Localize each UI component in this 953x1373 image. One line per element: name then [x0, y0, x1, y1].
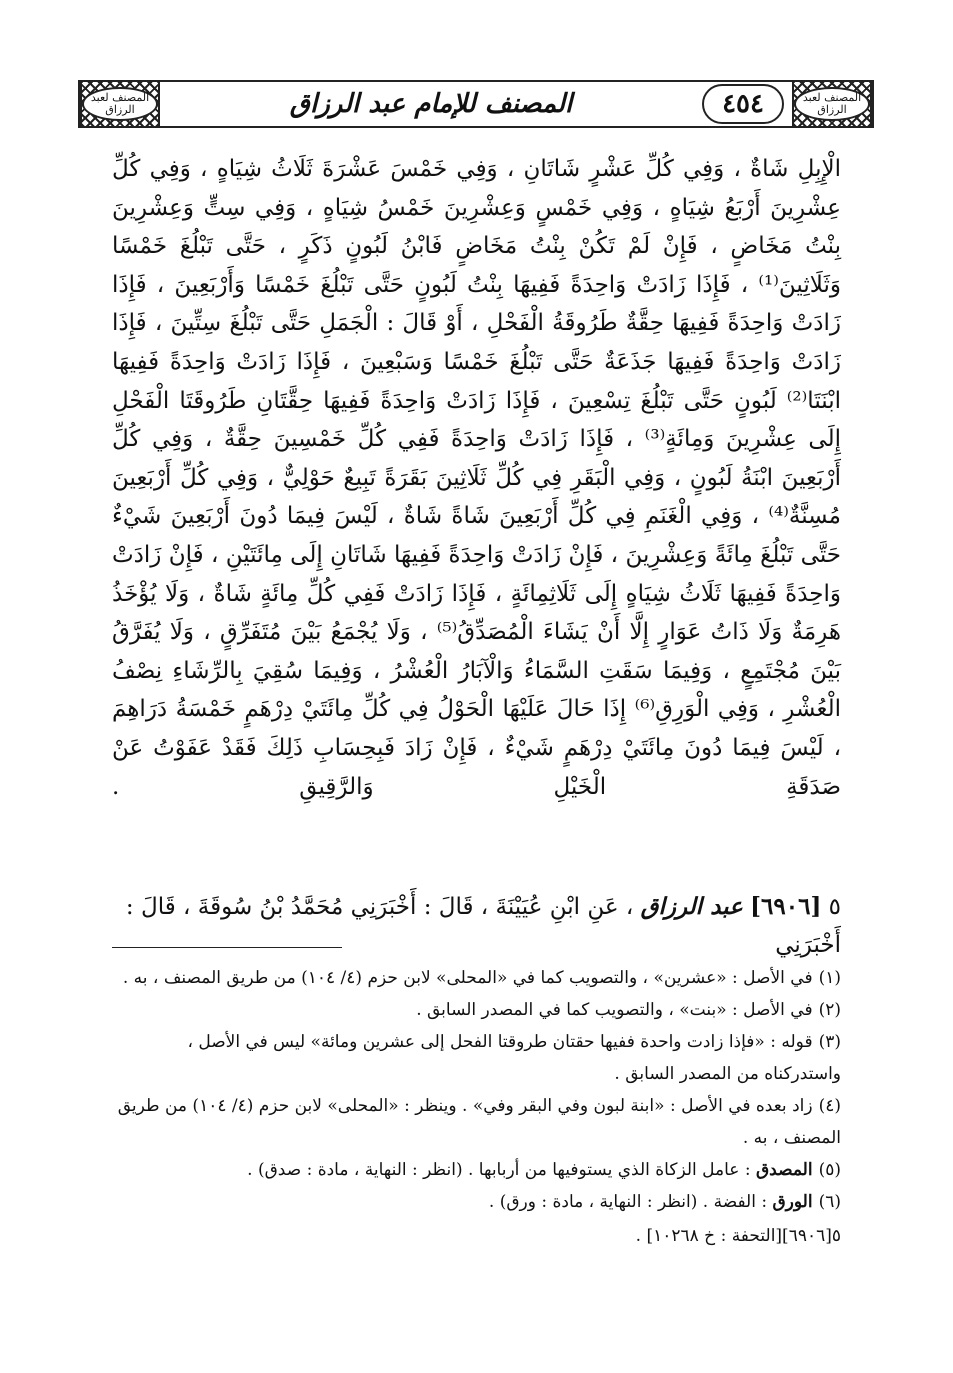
hadith-entry: [112, 888, 841, 964]
footnote: [112, 1026, 841, 1090]
entry-number: [٦٩٠٦]: [750, 893, 822, 920]
running-title: المصنف للإمام عبد الرزاق: [289, 89, 573, 119]
footnote-keyword: الورق: [772, 1192, 813, 1212]
footnote-text: قوله : «فإذا زادت واحدة ففيها حقتان طروقتا الفحل إلى عشرين ومائة» ليس في الأصل ، واستدركناه من المصدر السابق .: [187, 1032, 841, 1084]
entry-text: ، عَنِ ابْنِ عُيَيْنَةَ ، قَالَ : أَخْبَرَنِي مُحَمَّدُ بْنُ سُوقَةَ ، قَالَ : أَخْبَرَنِي: [125, 894, 841, 958]
footnote: [112, 1154, 841, 1186]
footnote-text: : عامل الزكاة الذي يستوفيها من أربابها . (انظر : النهاية ، مادة : صدق) .: [247, 1160, 751, 1180]
takhrij-text: [٦٩٠٦][التحفة : خ ١٠٢٦٨] .: [635, 1226, 832, 1246]
entry-author: عبد الرزاق: [640, 893, 743, 920]
hadith-text: [112, 150, 841, 806]
header-ornament-left: [80, 82, 160, 126]
footnote-number: (٢): [818, 1000, 841, 1020]
page-number: ٤٥٤: [702, 84, 784, 124]
takhrij-marker: ٥: [831, 1226, 841, 1246]
body-paragraph: الْإِبِلِ شَاةٌ ، وَفِي كُلِّ عَشْرٍ شَاتَانِ ، وَفِي خَمْسَ عَشْرَةَ ثَلَاثُ شِيَاهٍ ، وَفِي كُلِّ عِشْرِينَ أَرْبَعُ شِيَاهٍ ، وَفِي خَمْسٍ وَعِشْرِينَ خَمْسُ شِيَاهٍ ، وَفِي سِتٍّ وَعِشْرِينَ بِنْتُ مَخَاضٍ ، فَإِنْ لَمْ تَكُنْ بِنْتُ مَخَاضٍ فَابْنُ لَبُونٍ ذَكَرٍ ، حَتَّى تَبْلُغَ خَمْسًا وَثَلَاثِينَ⁽¹⁾ ، فَإِذَا زَادَتْ وَاحِدَةً فَفِيهَا بِنْتُ لَبُونٍ حَتَّى تَبْلُغَ خَمْسًا وَأَرْبَعِينَ ، فَإِذَا زَادَتْ وَاحِدَةً فَفِيهَا حِقَّةٌ طَرُوقَةُ الْفَحْلِ ، أَوْ قَالَ : الْجَمَلِ حَتَّى تَبْلُغَ سِتِّينَ ، فَإِذَا زَادَتْ وَاحِدَةً فَفِيهَا جَذَعَةٌ حَتَّى تَبْلُغَ خَمْسًا وَسَبْعِينَ ، فَإِذَا زَادَتْ وَاحِدَةً فَفِيهَا ابْنَتَا⁽²⁾ لَبُونٍ حَتَّى تَبْلُغَ تِسْعِينَ ، فَإِذَا زَادَتْ وَاحِدَةً فَفِيهَا حِقَّتَانِ طَرُوقَتَا الْفَحْلِ إِلَى عِشْرِينَ وَمِائَةٍ⁽³⁾ ، فَإِذَا زَادَتْ وَاحِدَةً فَفِي كُلِّ خَمْسِينَ حِقَّةٌ ، وَفِي كُلِّ أَرْبَعِينَ ابْنَةُ لَبُونٍ ، وَفِي الْبَقَرِ فِي كُلِّ ثَلَاثِينَ بَقَرَةً تَبِيعٌ حَوْلِيٌّ ، وَفِي كُلِّ أَرْبَعِينَ مُسِنَّةٌ⁽⁴⁾ ، وَفِي الْغَنَمِ فِي كُلِّ أَرْبَعِينَ شَاةً شَاةٌ ، لَيْسَ فِيمَا دُونَ أَرْبَعِينَ شَيْءٌ حَتَّى تَبْلُغَ مِائَةً وَعِشْرِينَ ، فَإِنْ زَادَتْ وَاحِدَةً فَفِيهَا شَاتَانِ إِلَى مِائَتَيْنِ ، فَإِنْ زَادَتْ وَاحِدَةً فَفِيهَا ثَلَاثُ شِيَاهٍ إِلَى ثَلَاثِمِائَةٍ ، فَإِذَا زَادَتْ فَفِي كُلِّ مِائَةٍ شَاةٌ ، وَلَا يُؤْخَذُ هَرِمَةٌ وَلَا ذَاتُ عَوَارٍ إِلَّا أَنْ يَشَاءَ الْمُصَدِّقُ⁽⁵⁾ ، وَلَا يُجْمَعُ بَيْنَ مُتَفَرِّقٍ ، وَلَا يُفَرَّقُ بَيْنَ مُجْتَمِعٍ ، وَفِيمَا سَقَتِ السَّمَاءُ وَالْآبَارُ الْعُشْرُ ، وَفِيمَا سُقِيَ بِالرِّشَاءِ نِصْفُ الْعُشْرِ ، وَفِي الْوَرِقِ⁽⁶⁾ إِذَا حَالَ عَلَيْهَا الْحَوْلُ فِي كُلِّ مِائَتَيْ دِرْهَمٍ خَمْسَةُ دَرَاهِمَ ، لَيْسَ فِيمَا دُونَ مِائَتَيْ دِرْهَمٍ شَيْءٌ ، فَإِنْ زَادَ فَبِحِسَابِ ذَلِكَ فَقَدْ عَفَوْتُ عَنْ صَدَقَةِ الْخَيْلِ وَالرَّقِيقِ .: [112, 156, 842, 800]
footnote: [112, 1186, 841, 1218]
footnote: [112, 1090, 841, 1154]
footnote-number: (٤): [818, 1096, 841, 1116]
footnote: [112, 994, 841, 1026]
ornament-medallion: المصنف لعبد الرزاق: [82, 87, 158, 121]
footnote-text: في الأصل : «عشرين» ، والتصويب كما في «المحلى» لابن حزم (٤/ ١٠٤) من طريق المصنف ، به .: [122, 968, 813, 988]
footnote-text: في الأصل : «بنت» ، والتصويب كما في المصدر السابق .: [416, 1000, 813, 1020]
footnote-number: (٣): [818, 1032, 841, 1052]
takhrij-note: [112, 1220, 841, 1252]
entry-marker: ٥: [828, 894, 841, 920]
footnote-number: (٦): [818, 1192, 841, 1212]
footnote-text: : الفضة . (انظر : النهاية ، مادة : ورق) .: [488, 1192, 768, 1212]
page-header: [78, 80, 874, 128]
footnote-number: (٥): [818, 1160, 841, 1180]
footnote-number: (١): [818, 968, 841, 988]
footnotes: [112, 962, 841, 1252]
footnote: [112, 962, 841, 994]
footnote-keyword: المصدق: [755, 1160, 813, 1180]
footnote-text: زاد بعده في الأصل : «ابنة لبون وفي البقر وفي» . وينظر : «المحلى» لابن حزم (٤/ ١٠٤) من طريق المصنف ، به .: [117, 1096, 841, 1148]
ornament-medallion: المصنف لعبد الرزاق: [794, 87, 870, 121]
header-ornament-right: [792, 82, 872, 126]
footnote-divider: [112, 947, 342, 948]
